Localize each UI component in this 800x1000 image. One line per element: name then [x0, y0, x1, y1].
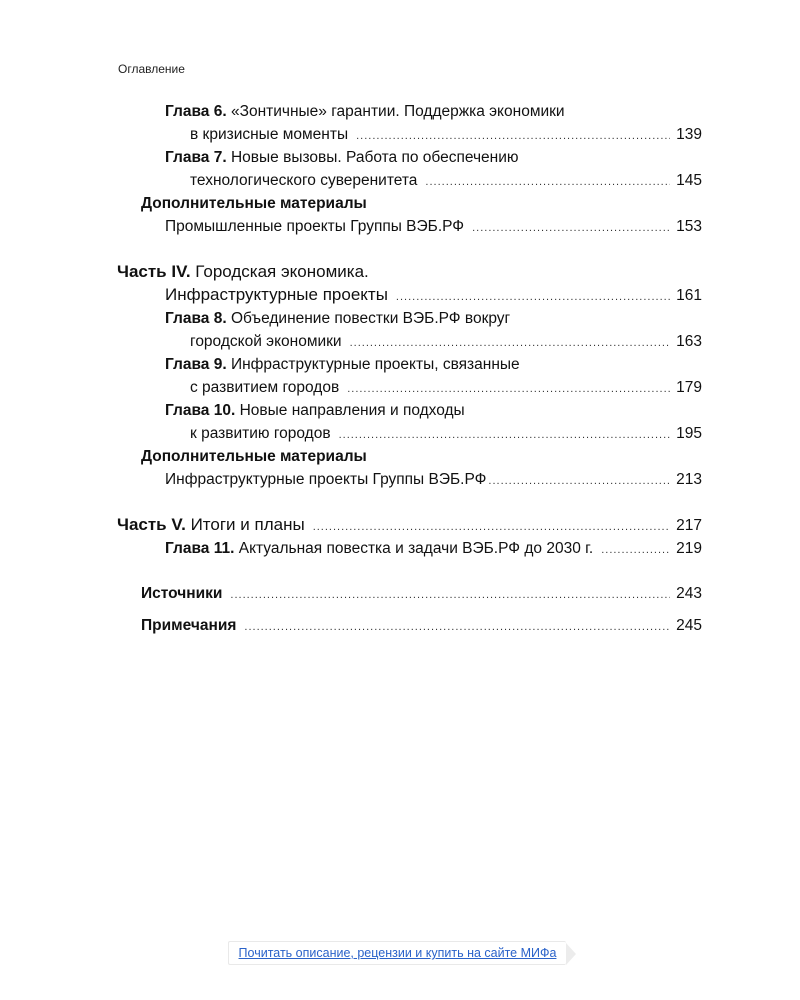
toc-entry-chapter-8[interactable] — [165, 308, 510, 330]
entry-label: Глава 10. — [165, 402, 236, 419]
entry-title: Промышленные проекты Группы ВЭБ.РФ — [165, 218, 465, 235]
entry-title: с развитием городов — [190, 379, 340, 396]
toc-entry-chapter-9-cont[interactable] — [190, 377, 702, 399]
entry-label: Глава 11. — [165, 540, 235, 557]
entry-title: Итоги и планы — [185, 515, 305, 534]
entry-title: Инфраструктурные проекты — [165, 285, 388, 304]
toc-part-5[interactable] — [117, 514, 702, 536]
dot-leader — [601, 539, 670, 561]
toc-entry-chapter-10-cont[interactable] — [190, 423, 702, 445]
page-number: 219 — [676, 540, 702, 557]
toc-section-additional-materials-2 — [141, 446, 367, 468]
entry-title: Новые направления и подходы — [235, 402, 465, 419]
toc-part-4-cont[interactable] — [165, 284, 702, 306]
entry-label: Часть V. — [117, 515, 186, 534]
page-number: 163 — [676, 333, 702, 350]
entry-label: Глава 6. — [165, 103, 227, 120]
dot-leader — [230, 584, 670, 606]
entry-label: Глава 7. — [165, 149, 227, 166]
toc-entry-chapter-6[interactable] — [165, 101, 565, 123]
entry-title: Объединение повестки ВЭБ.РФ вокруг — [226, 310, 511, 327]
entry-title: Актуальная повестка и задачи ВЭБ.РФ до 2030 г. — [234, 540, 594, 557]
entry-label: Дополнительные материалы — [141, 448, 367, 465]
page-number: 179 — [676, 379, 702, 396]
dot-leader — [425, 171, 670, 193]
page-number: 139 — [676, 126, 702, 143]
entry-title: Новые вызовы. Работа по обеспечению — [226, 149, 519, 166]
entry-label: Глава 9. — [165, 356, 227, 373]
dot-leader — [488, 470, 670, 492]
toc-entry-infrastructure-projects[interactable] — [165, 469, 702, 491]
dot-leader — [396, 286, 670, 308]
toc-entry-chapter-8-cont[interactable] — [190, 331, 702, 353]
toc-section-additional-materials — [141, 193, 367, 215]
toc-entry-chapter-6-cont[interactable] — [190, 124, 702, 146]
toc-entry-chapter-7[interactable] — [165, 147, 519, 169]
entry-title: в кризисные моменты — [190, 126, 349, 143]
dot-leader — [356, 125, 670, 147]
toc-entry-notes[interactable] — [141, 615, 702, 637]
entry-label: Глава 8. — [165, 310, 227, 327]
dot-leader — [313, 516, 670, 538]
entry-label: Примечания — [141, 617, 237, 634]
toc-entry-chapter-7-cont[interactable] — [190, 170, 702, 192]
page-number: 217 — [676, 517, 702, 534]
running-header: Оглавление — [118, 62, 185, 76]
toc-entry-chapter-10[interactable] — [165, 400, 465, 422]
dot-leader — [350, 332, 670, 354]
entry-title: Инфраструктурные проекты, связанные — [226, 356, 520, 373]
page-number: 213 — [676, 471, 702, 488]
entry-title: технологического суверенитета — [190, 172, 418, 189]
toc-entry-chapter-9[interactable] — [165, 354, 520, 376]
entry-label: Дополнительные материалы — [141, 195, 367, 212]
dot-leader — [244, 616, 670, 638]
entry-label: Источники — [141, 585, 223, 602]
entry-title: Инфраструктурные проекты Группы ВЭБ.РФ — [165, 471, 487, 488]
page-number: 161 — [676, 287, 702, 304]
page-number: 145 — [676, 172, 702, 189]
page-number: 153 — [676, 218, 702, 235]
dot-leader — [472, 217, 670, 239]
toc-entry-industrial-projects[interactable] — [165, 216, 702, 238]
entry-title: «Зонтичные» гарантии. Поддержка экономики — [226, 103, 565, 120]
page-number: 195 — [676, 425, 702, 442]
toc-entry-chapter-11[interactable] — [165, 538, 702, 560]
dot-leader — [339, 424, 670, 446]
entry-label: Часть IV. — [117, 262, 191, 281]
toc-part-4[interactable] — [117, 261, 369, 283]
page-number: 243 — [676, 585, 702, 602]
page-number: 245 — [676, 617, 702, 634]
entry-title: Городская экономика. — [190, 262, 369, 281]
toc-entry-sources[interactable] — [141, 583, 702, 605]
entry-title: к развитию городов — [190, 425, 331, 442]
dot-leader — [347, 378, 670, 400]
entry-title: городской экономики — [190, 333, 342, 350]
buy-on-mif-link[interactable]: Почитать описание, рецензии и купить на сайте МИФа — [228, 941, 566, 965]
